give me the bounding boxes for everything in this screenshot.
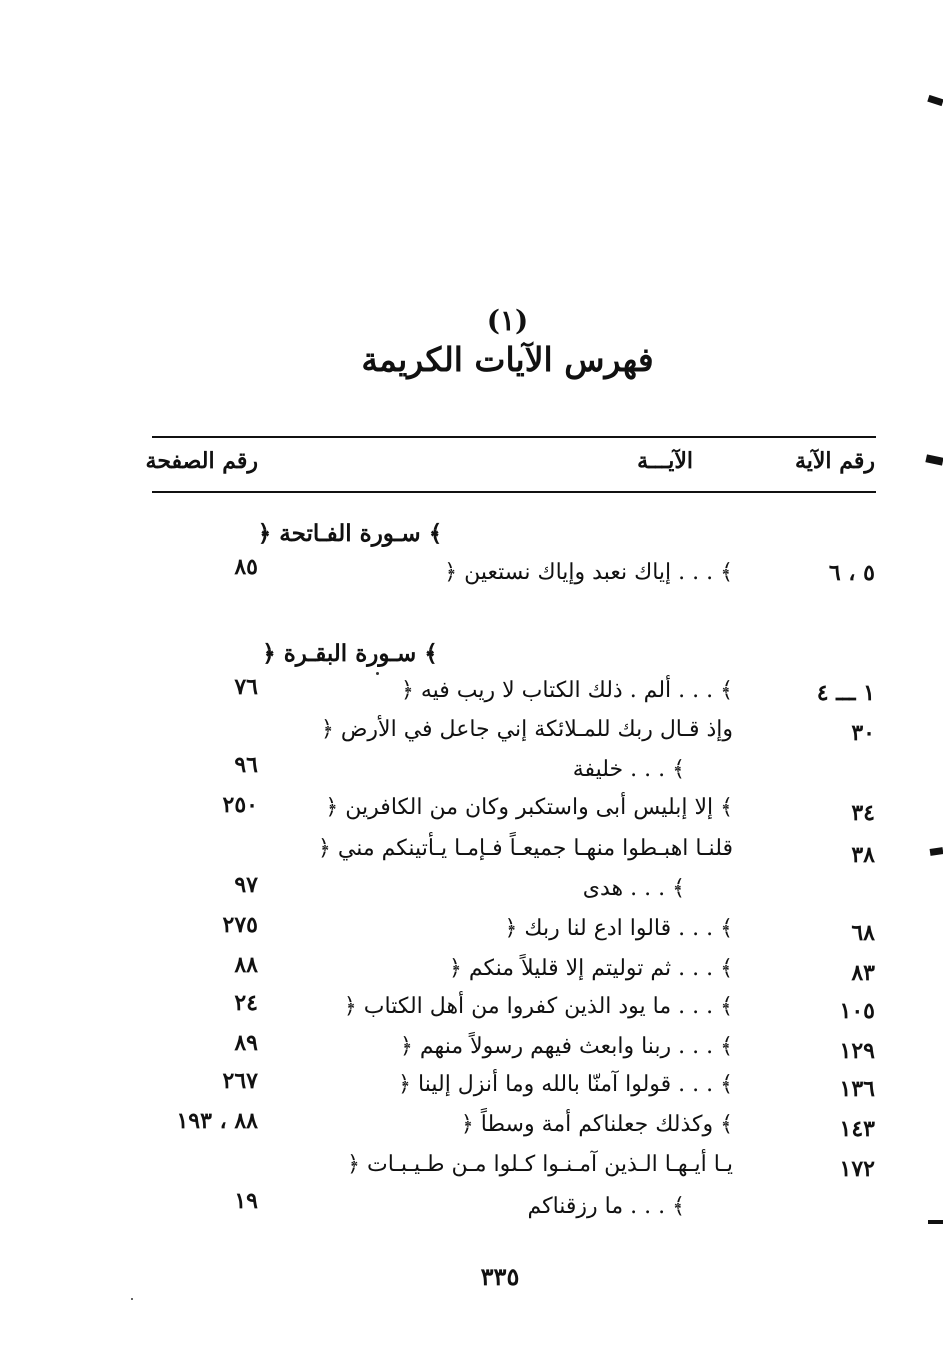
ayah-text-continuation: ما رزقناكم . . . ﴾: [527, 1194, 685, 1219]
header-rule: [152, 491, 876, 493]
ayah-text: ﴿ وكذلك جعلناكم أمة وسطاً ﴾: [460, 1112, 733, 1137]
ayah-number: ٣٠: [851, 720, 875, 746]
ayah-text: ﴿ قولوا آمنّا بالله وما أنزل إلينا . . . ﴾: [398, 1072, 733, 1097]
ayah-number: ١٠٥: [839, 998, 875, 1024]
ayah-number: ١٤٣: [839, 1116, 875, 1142]
page-number: ٢٦٧: [222, 1068, 258, 1094]
scan-speck: [131, 1298, 133, 1300]
page-footer-number: ٣٣٥: [480, 1262, 520, 1291]
ayah-number: ٨٣: [851, 960, 875, 986]
ayah-number: ٣٤: [851, 800, 875, 826]
ayah-text: ﴿ ما يود الذين كفروا من أهل الكتاب . . . ﴾: [343, 994, 733, 1019]
ayah-text: ﴿ وإذ قـال ربك للمـلائكة إني جاعل في الأرض: [320, 717, 733, 742]
surah-heading: ﴿ سـورة الفـاتحة ﴾: [257, 520, 443, 547]
page-number: ٢٥٠: [222, 792, 258, 818]
ayah-text: ﴿ ألم . ذلك الكتاب لا ريب فيه . . . ﴾: [400, 678, 733, 703]
column-header-ayah-number: رقم الآية: [794, 448, 875, 474]
page-number: ٨٨: [234, 952, 258, 978]
page-number: ٨٥: [234, 554, 258, 580]
scan-margin-mark: [930, 847, 943, 856]
ayah-text: ﴿ قالوا ادع لنا ربك . . . ﴾: [504, 916, 733, 941]
ayah-text: ﴿ ربنا وابعث فيهم رسولاً منهم . . . ﴾: [400, 1034, 733, 1059]
scan-margin-mark: [928, 1220, 943, 1224]
page-number: ٧٦: [234, 674, 258, 700]
scan-speck: [376, 672, 379, 675]
page-number: ٢٤: [234, 990, 258, 1016]
ayah-number: ٣٨: [851, 842, 875, 868]
page-number: ٨٩: [234, 1030, 258, 1056]
ayah-number: ١٣٦: [839, 1076, 875, 1102]
ayah-number: ١٧٢: [839, 1156, 875, 1182]
page-number: ٩٧: [234, 872, 258, 898]
page-number: ٢٧٥: [222, 912, 258, 938]
ayah-text-continuation: هدى . . . ﴾: [582, 876, 685, 901]
top-rule: [152, 436, 876, 438]
ayah-number: ١٢٩: [839, 1038, 875, 1064]
page-number: ٨٨ ، ١٩٣: [176, 1108, 258, 1134]
column-header-ayah: الآيـــة: [637, 448, 693, 474]
ayah-text: ﴿ إلا إبليس أبى واستكبر وكان من الكافرين ﴾: [325, 795, 733, 820]
scan-margin-mark: [927, 95, 943, 106]
ayah-text: ﴿ يـا أيـهـا الـذين آمـنـوا كـلوا مـن طـيـبـات: [347, 1152, 733, 1177]
page-number: ٩٦: [234, 752, 258, 778]
index-number: (١): [486, 304, 529, 337]
surah-heading: ﴿ سـورة البقـرة ﴾: [262, 640, 438, 667]
ayah-text: ﴿ إياك نعبد وإياك نستعين . . . ﴾: [444, 560, 733, 585]
scan-margin-mark: [925, 454, 943, 465]
ayah-number: ١ ـــ ٤: [816, 680, 875, 706]
ayah-text: ﴿ قلنـا اهبـطوا منهـا جميعـاً فـإمـا يـأتينكم مني: [317, 836, 733, 861]
page-number: ١٩: [234, 1188, 258, 1214]
ayah-number: ٥ ، ٦: [828, 560, 875, 586]
ayah-text-continuation: خليفة . . . ﴾: [572, 757, 685, 782]
ayah-number: ٦٨: [851, 920, 875, 946]
column-header-page-number: رقم الصفحة: [145, 448, 258, 474]
index-title: فهرس الآيات الكريمة: [361, 340, 654, 379]
ayah-text: ﴿ ثم توليتم إلا قليلاً منكم . . . ﴾: [448, 956, 733, 981]
